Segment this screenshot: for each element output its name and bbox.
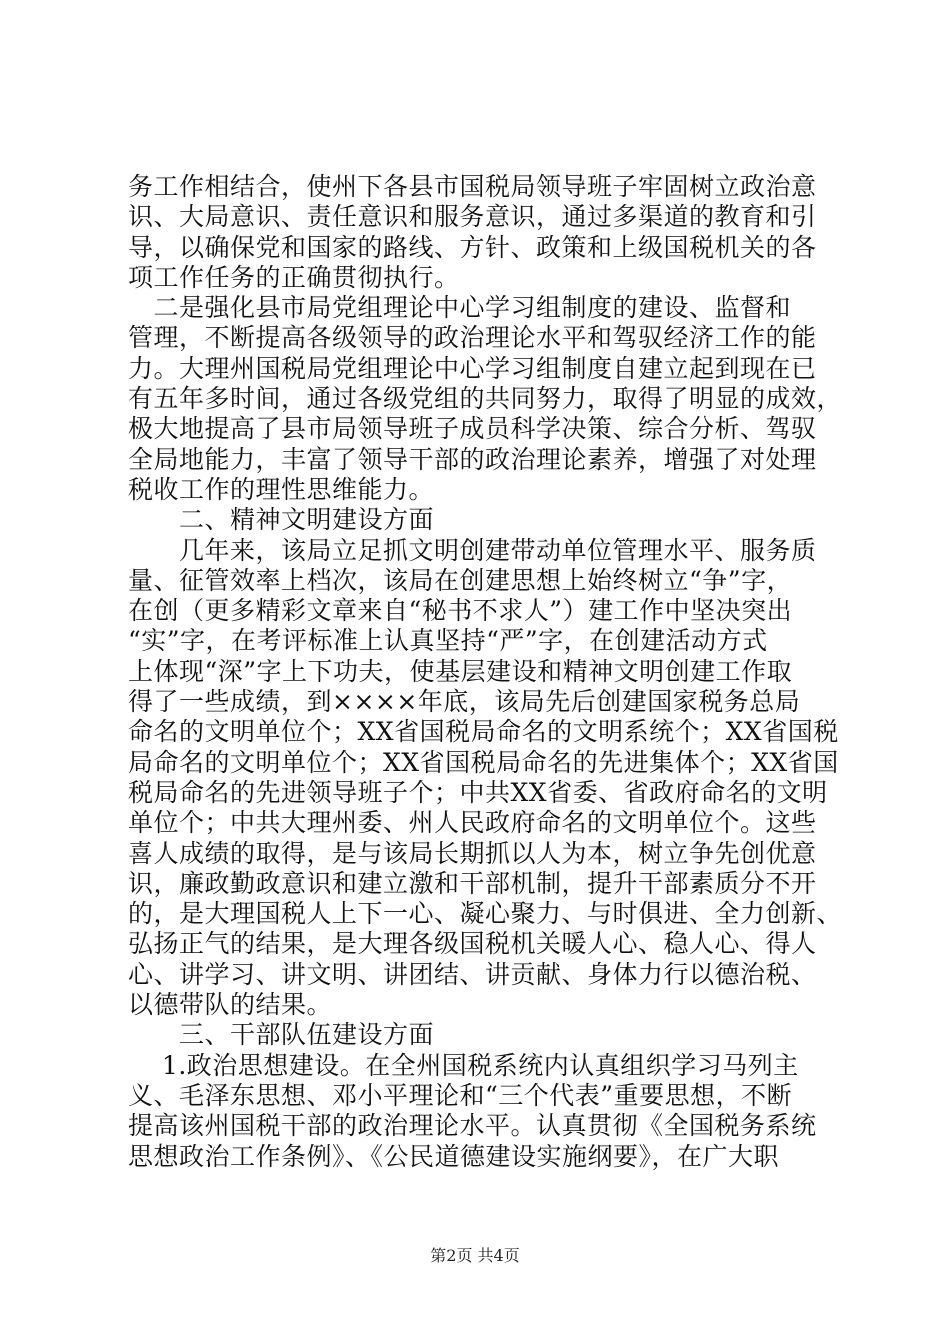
- text-line: 得了一些成绩，到××××年底，该局先后创建国家税务总局: [128, 687, 801, 717]
- text-line: 量、征管效率上档次，该局在创建思想上始终树立“争”字，: [128, 565, 793, 595]
- text-line: “实”字，在考评标准上认真坚持“严”字，在创建活动方式: [128, 626, 768, 656]
- text-line: 二是强化县市局党组理论中心学习组制度的建设、监督和: [128, 293, 792, 323]
- text-line: 命名的文明单位个；XX省国税局命名的文明系统个；XX省国税: [128, 717, 839, 747]
- text-line: 导，以确保党和国家的路线、方针、政策和上级国税机关的各: [128, 232, 817, 262]
- text-line: 力。大理州国税局党组理论中心学习组制度自建立起到现在已: [128, 353, 817, 383]
- text-line: 识、大局意识、责任意识和服务意识，通过多渠道的教育和引: [128, 202, 817, 232]
- section-heading: 二、精神文明建设方面: [128, 505, 435, 535]
- text-line: 心、讲学习、讲文明、讲团结、讲贡献、身体力行以德治税、: [128, 959, 817, 989]
- text-line: 税局命名的先进领导班子个；中共XX省委、省政府命名的文明: [128, 777, 828, 807]
- text-line: 上体现“深”字上下功夫，使基层建设和精神文明创建工作取: [128, 656, 793, 686]
- text-line: 喜人成绩的取得，是与该局长期抓以人为本，树立争先创优意: [128, 838, 817, 868]
- text-line: 几年来，该局立足抓文明创建带动单位管理水平、服务质: [128, 535, 817, 565]
- text-line: 务工作相结合，使州下各县市国税局领导班子牢固树立政治意: [128, 172, 817, 201]
- text-line: 提高该州国税干部的政治理论水平。认真贯彻《全国税务系统: [128, 1111, 817, 1141]
- text-line: 管理，不断提高各级领导的政治理论水平和驾驭经济工作的能: [128, 323, 817, 353]
- text-line: 思想政治工作条例》、《公民道德建设实施纲要》，在广大职: [128, 1141, 780, 1171]
- text-line: 弘扬正气的结果，是大理各级国税机关暖人心、稳人心、得人: [128, 929, 817, 959]
- text-line: 单位个；中共大理州委、州人民政府命名的文明单位个。这些: [128, 808, 817, 838]
- text-line: 1.政治思想建设。在全州国税系统内认真组织学习马列主: [128, 1050, 799, 1080]
- text-line: 项工作任务的正确贯彻执行。: [128, 262, 460, 292]
- text-line: 在创（更多精彩文章来自“秘书不求人”）建工作中坚决突出: [128, 596, 793, 626]
- text-line: 以德带队的结果。: [128, 990, 333, 1020]
- section-heading: 三、干部队伍建设方面: [128, 1020, 435, 1050]
- text-line: 识，廉政勤政意识和建立激和干部机制，提升干部素质分不开: [128, 868, 817, 898]
- text-line: 的，是大理国税人上下一心、凝心聚力、与时俱进、全力创新、: [128, 899, 843, 929]
- page-number-footer: 第2页 共4页: [430, 1246, 520, 1265]
- text-line: 全局地能力，丰富了领导干部的政治理论素养，增强了对处理: [128, 444, 817, 474]
- document-body: [128, 172, 843, 1172]
- text-line: 义、毛泽东思想、邓小平理论和“三个代表”重要思想，不断: [128, 1080, 793, 1110]
- text-line: 税收工作的理性思维能力。: [128, 474, 435, 504]
- text-line: 有五年多时间，通过各级党组的共同努力，取得了明显的成效，: [128, 384, 843, 414]
- text-line: 极大地提高了县市局领导班子成员科学决策、综合分析、驾驭: [128, 414, 817, 444]
- text-line: 局命名的文明单位个；XX省国税局命名的先进集体个；XX省国: [128, 747, 839, 777]
